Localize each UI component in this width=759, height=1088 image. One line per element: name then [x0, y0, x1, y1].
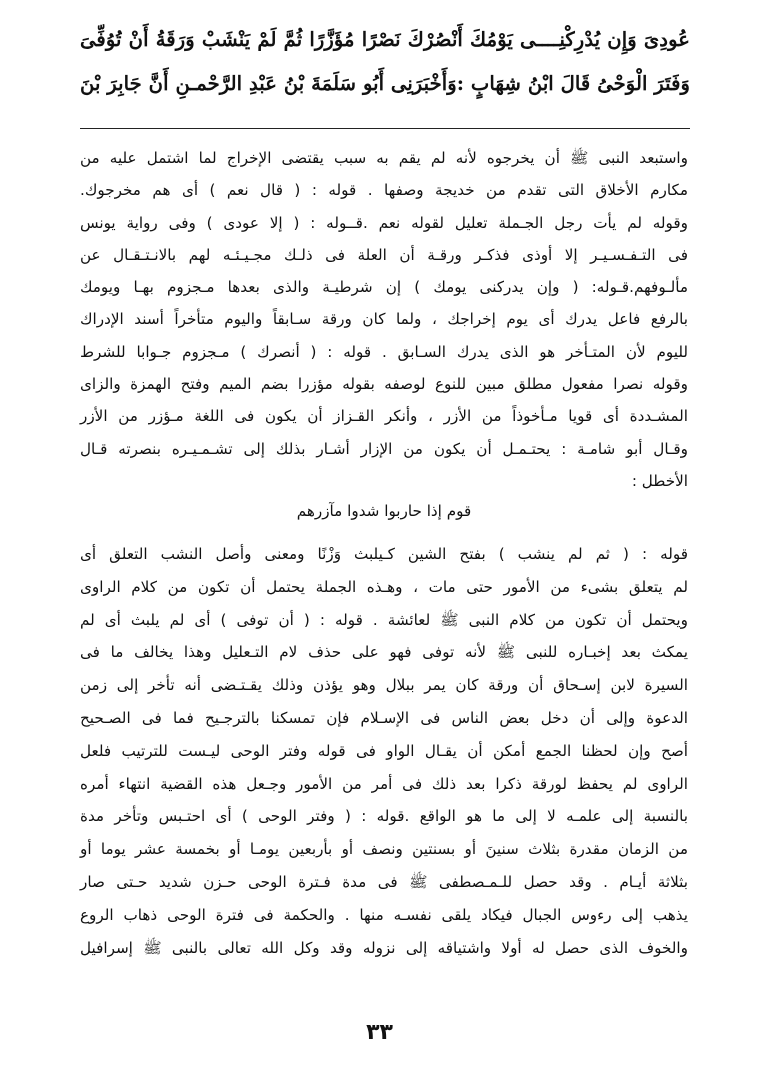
page-number: ٣٣ [366, 1020, 393, 1045]
commentary-line: الراوى لم يحفظ لورقة ذكرا بعد ذلك فى أمر من الأمور وجـعل هذه القضية انتهاء أمره [80, 774, 688, 793]
hadith-text [80, 18, 690, 106]
separator-rule [80, 128, 690, 129]
commentary-line: من الزمان مقدرة بثلاث سنينَ أو بسنتين ونصف أو بأربعين يومـا أو بخمسة عشر يوما أو [80, 840, 688, 859]
commentary-line: المشـددة أى قويا مـأخوذاً من الأزر ، وأنكر القـزاز أن يكون فى اللغة مـؤزر من الأزر [80, 407, 688, 426]
commentary-line: يمكث بعد إخبـاره للنبى ﷺ لأنه توفى فهو على حذف لام التـعليل وهذا يخالف ما فى [80, 643, 688, 662]
commentary-line: والخوف الذى حصل له أولا واشتياقه إلى نزوله وقد وكل الله تعالى بالنبى ﷺ إسرافيل [80, 938, 688, 957]
commentary-line: الأخطل : [631, 471, 688, 490]
commentary-line: بالرفع فاعل يدرك أى يوم إخراجك ، ولما كان ورقة سـابقاً واليوم متأخراً أسند الإدراك [80, 310, 688, 329]
hadith-line-2: وَفَتَرَ الْوَحْىُ قَالَ ابْنُ شِهَابٍ :وَأَخْبَرَنِى أَبُو سَلَمَةَ بْنُ عَبْدِ الرَّحْمـنِ أَنَّ جَابِرَ بْنَ [79, 72, 690, 95]
commentary-line: وقوله نصرا مفعول مطلق مبين للنوع لوصفه بقوله مؤزرا بضم الميم وفتح الهمزة والزاى [80, 375, 688, 394]
commentary-line: لم يتعلق بشىء من الأمور حتى مات ، وهـذه الجملة يحتمل أن تكون من كلام الراوى [80, 577, 688, 596]
commentary-line: ويحتمل أن تكون من كلام النبى ﷺ لعائشة . قوله : ( أن توفى ) أى لم يلبث أى لم [80, 610, 688, 629]
commentary-block-1 [80, 142, 688, 497]
commentary-line: أصح وإن لحظنا الجمع أمكن أن يقـال الواو فى قوله وفتر الوحى ليـست للترتيب فلعل [80, 741, 688, 760]
commentary-line: بثلاثة أيـام . وقد حصل للـمـصطفى ﷺ فى مدة فـترة الوحى حـزن شديد حـتى صار [80, 872, 688, 891]
poetry-verse: قوم إذا حاربوا شدوا مآزرهم [296, 502, 472, 520]
hadith-line-1: عُودِىَ وَإِن يُدْرِكْنِــــى يَوْمُكَ أَنْصُرْكَ نَصْرًا مُؤَزَّرًا ثُمَّ لَمْ يَنْشَبْ وَرَقَةُ أَنْ تُوُفِّىَ [80, 28, 690, 51]
commentary-line: مألـوفهم.قـوله: ( وإن يدركنى يومك ) إن شرطيـة والذى بعدها مـجزوم بهـا ويومك [80, 278, 688, 297]
commentary-line: فى التـفـسـيـر إلا أوذى فذكـر ورقـة أن العلة فى ذلـك مجـيـئـه لهم بالانـتـقـال عن [80, 245, 688, 264]
commentary-line: يذهب إلى رءوس الجبال فيكاد يلقى نفسـه منها . والحكمة فى فترة الوحى ذهاب الروع [80, 905, 688, 924]
commentary-line: وقـال أبو شامـة : يحتـمـل أن يكون من الإزار أشـار بذلك إلى تشـمـيـره بنصرته قـال [80, 439, 688, 458]
commentary-line: قوله : ( ثم لم ينشب ) بفتح الشين كـيلبث وَزْنًا ومعنى وأصل النشب التعلق أى [80, 545, 688, 563]
commentary-line: مكارم الأخلاق التى تقدم من خديجة وصفها . قوله : ( قال نعم ) أى هم مخرجوك. [80, 181, 688, 200]
commentary-line: لليوم لأن المتـأخر هو الذى يدرك السـابق . قوله : ( أنصرك ) مـجزوم جـوابا للشرط [80, 342, 688, 361]
commentary-line: بالنسبة إلى علمـه لا إلى ما هو الواقع .قوله : ( وفتر الوحى ) أى احتـبس وتأخر مدة [80, 807, 688, 826]
commentary-line: واستبعد النبى ﷺ أن يخرجوه لأنه لم يقم به سبب يقتضى الإخراج لما اشتمل عليه من [80, 149, 688, 167]
commentary-line: الدعوة وإلى أن دخل بعض الناس فى الإسـلام فإن تمسكنا بالترجـيح فما فى الصـحيح [80, 708, 688, 727]
commentary-line: السيرة لابن إسـحاق أن ورقة كان يمر ببلال وهو يؤذن وذلك يقـتـضى أنه تأخر إلى زمن [80, 676, 688, 695]
commentary-block-2 [80, 538, 688, 964]
commentary-line: وقوله لم يأت رجل الجـملة تعليل لقوله نعم .قــوله : ( إلا عودى ) وفى رواية يونس [80, 213, 688, 232]
